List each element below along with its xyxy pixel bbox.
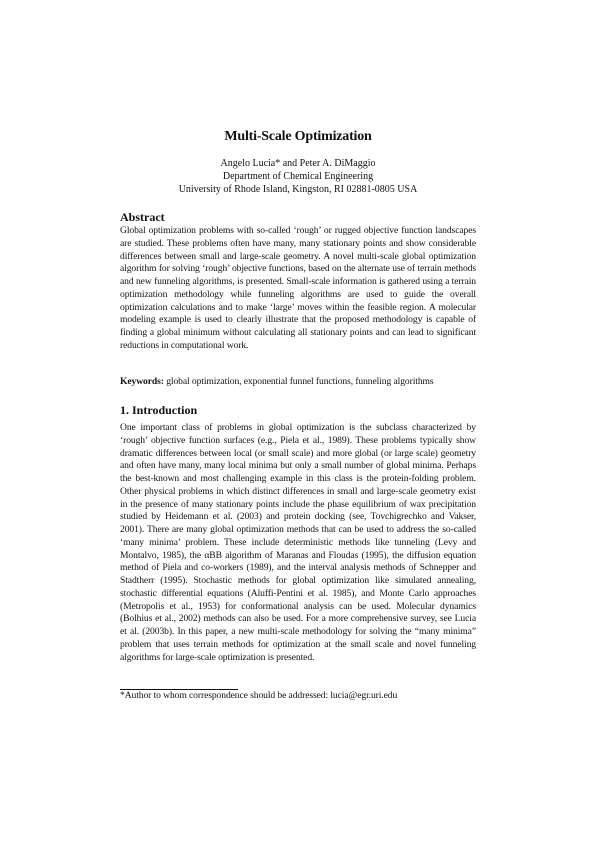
author-department: Department of Chemical Engineering <box>222 171 374 182</box>
keywords-label: Keywords: <box>120 376 164 387</box>
introduction-heading: 1. Introduction <box>120 403 198 417</box>
footnote: *Author to whom correspondence should be addressed: lucia@egr.uri.edu <box>120 690 398 701</box>
paper-title: Multi-Scale Optimization <box>224 129 372 144</box>
author-block <box>120 157 476 196</box>
keywords-line <box>120 376 476 389</box>
keywords-text: global optimization, exponential funnel functions, funneling algorithms <box>166 376 434 387</box>
author-names: Angelo Lucia* and Peter A. DiMaggio <box>220 158 376 169</box>
introduction-text: One important class of problems in global optimization is the subclass characterized by ‘rough’ objective function surfaces (e.g., Piela et al., 1989). These problems typically show dramatic differences between local (or small scale) and more global (or large scale) geometry and often have many, many local minima but only a small number of global minima. Perhaps the best-known and most challenging example in this class is the protein-folding problem. Other physical problems in which distinct differences in small and large-scale geometry exist in the presence of many stationary points include the phase equilibrium of wax precipitation studied by Heidemann et al. (2003) and protein docking (see, Tovchigrechko and Vakser, 2001). There are many global optimization methods that can be used to address the so-called ‘many minima’ problem. These include deterministic methods like tunneling (Levy and Montalvo, 1985), the αBB algorithm of Maranas and Floudas (1995), the diffusion equation method of Piela and co-workers (1989), and the interval analysis methods of Schnepper and Stadtherr (1995). Stochastic methods for global optimization like simulated annealing, stochastic differential equations (Aluffi-Pentini et al. 1985), and Monte Carlo approaches (Metropolis et al., 1953) for conformational analysis can be used. Molecular dynamics (Bolhius et al., 2002) methods can also be used. For a more comprehensive survey, see Lucia et al. (2003b). In this paper, a new multi-scale methodology for solving the “many minima” problem that uses terrain methods for optimization at the small scale and novel funneling algorithms for large-scale optimization is presented. <box>120 422 476 663</box>
abstract-text: Global optimization problems with so-called ‘rough’ or rugged objective function landscapes are studied. These problems often have many, many stationary points and show considerable differences between small and large-scale geometry. A novel multi-scale global optimization algorithm for solving ‘rough’ objective functions, based on the alternate use of terrain methods and new funneling algorithms, is presented. Small-scale information is gathered using a terrain optimization methodology while funneling algorithms are used to guide the overall optimization calculations and to make ‘large’ moves within the feasible region. A molecular modeling example is used to clearly illustrate that the proposed methodology is capable of finding a global minimum without calculating all stationary points and can lead to significant reductions in computational work. <box>120 225 476 351</box>
abstract-heading: Abstract <box>120 210 165 224</box>
author-affiliation: University of Rhode Island, Kingston, RI 02881-0805 USA <box>178 184 418 195</box>
